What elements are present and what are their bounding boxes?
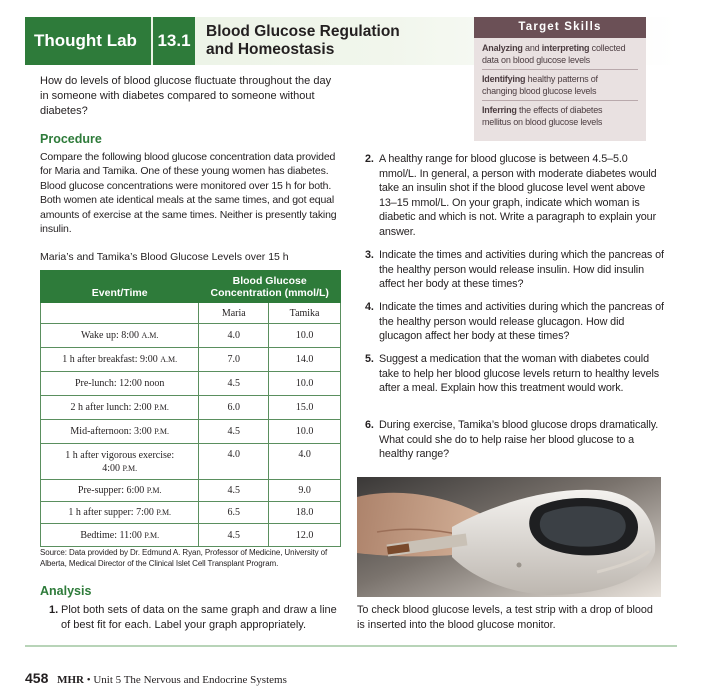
lab-title	[206, 23, 400, 59]
table-row	[41, 348, 341, 372]
tamika-cell: 14.0	[269, 348, 341, 372]
event-cell: Wake up: 8:00 A.M.	[41, 324, 199, 348]
footer-divider	[25, 645, 677, 647]
question-number: 6.	[365, 419, 374, 431]
tamika-cell: 10.0	[269, 420, 341, 444]
tamika-cell: 15.0	[269, 396, 341, 420]
event-cell: Pre-lunch: 12:00 noon	[41, 372, 199, 396]
analysis-heading: Analysis	[40, 584, 92, 598]
blank-cell	[41, 303, 199, 324]
page-number: 458	[25, 670, 49, 686]
question-item	[365, 352, 665, 396]
lab-title-line-2: and Homeostasis	[206, 41, 335, 58]
col-event-time: Event/Time	[41, 271, 199, 303]
event-cell: Pre-supper: 6:00 P.M.	[41, 480, 199, 502]
question-number: 2.	[365, 153, 374, 165]
question-text: Indicate the times and activities during which the pancreas of the healthy person would release glucagon. How did glucagon affect her body at these times?	[379, 301, 664, 343]
question-text: Plot both sets of data on the same graph and draw a line of best fit for each. Label your graph appropriately.	[61, 604, 337, 631]
footer-bullet: •	[84, 674, 94, 686]
skill-item: Inferring the effects of diabetes mellitus on blood glucose levels	[482, 105, 603, 127]
col-maria: Maria	[199, 303, 269, 324]
col-blood-glucose: Blood Glucose Concentration (mmol/L)	[199, 271, 341, 303]
table-subheader-row	[41, 303, 341, 324]
unit-title: Unit 5 The Nervous and Endocrine Systems	[93, 674, 287, 686]
question-text: During exercise, Tamika’s blood glucose drops dramatically. What could she do to help raise her blood glucose to a healthy range?	[379, 419, 659, 461]
target-skills-box	[474, 17, 646, 141]
event-cell: 1 h after vigorous exercise: 4:00 P.M.	[41, 444, 199, 480]
table-row	[41, 502, 341, 524]
maria-cell: 6.0	[199, 396, 269, 420]
table-row	[41, 396, 341, 420]
question-item	[365, 300, 665, 344]
publisher: MHR	[57, 674, 84, 686]
photo-caption: To check blood glucose levels, a test strip with a drop of blood is inserted into the blood glucose monitor.	[357, 604, 653, 631]
thought-lab-label: Thought Lab	[25, 17, 151, 65]
question-number: 5.	[365, 353, 374, 365]
question-number: 3.	[365, 249, 374, 261]
question-item	[365, 152, 665, 240]
glucose-table	[40, 270, 341, 547]
event-cell: 1 h after supper: 7:00 P.M.	[41, 502, 199, 524]
question-text: Suggest a medication that the woman with diabetes could take to help her blood glucose levels return to healthy levels after a meal. Explain how this treatment would work.	[379, 353, 660, 395]
question-number: 4.	[365, 301, 374, 313]
table-header-row	[41, 271, 341, 303]
lab-title-line-1: Blood Glucose Regulation	[206, 23, 400, 40]
lab-number: 13.1	[153, 17, 195, 65]
procedure-text: Compare the following blood glucose concentration data provided for Maria and Tamika. One of these young women has diabetes. Blood glucose concentrations were monitored over 15 h for both. Both women ate identical meals at the same times, and got equal amounts of exercise at the same times. Neither is presently taking insulin.	[40, 151, 337, 236]
table-title: Maria’s and Tamika’s Blood Glucose Levels over 15 h	[40, 251, 289, 263]
event-cell: 1 h after breakfast: 9:00 A.M.	[41, 348, 199, 372]
maria-cell: 4.0	[199, 444, 269, 480]
table-row	[41, 524, 341, 547]
glucose-monitor-illustration	[357, 477, 661, 597]
intro-question: How do levels of blood glucose fluctuate throughout the day in someone with diabetes compared to someone without diabetes?	[40, 75, 332, 117]
skill-item: Analyzing and interpreting collected data on blood glucose levels	[482, 43, 626, 65]
question-text: A healthy range for blood glucose is between 4.5–5.0 mmol/L. In general, a person with moderate diabetes would take an insulin shot if the blood glucose level went above 13–15 mmol/L. On your graph, indicate which woman is diabetic and which is not. Write a paragraph to explain your answer.	[379, 153, 657, 238]
table-row	[41, 480, 341, 502]
event-cell: Bedtime: 11:00 P.M.	[41, 524, 199, 547]
page-footer	[25, 670, 287, 686]
table-source: Source: Data provided by Dr. Edmund A. Ryan, Professor of Medicine, University of Alberta, Medical Director of the Clinical Islet Cell Transplant Program.	[40, 548, 328, 568]
event-cell: Mid-afternoon: 3:00 P.M.	[41, 420, 199, 444]
maria-cell: 4.5	[199, 524, 269, 547]
analysis-question	[49, 603, 339, 633]
question-item	[365, 418, 665, 462]
skill-divider	[482, 100, 638, 101]
maria-cell: 6.5	[199, 502, 269, 524]
table-row	[41, 420, 341, 444]
tamika-cell: 4.0	[269, 444, 341, 480]
maria-cell: 4.0	[199, 324, 269, 348]
maria-cell: 7.0	[199, 348, 269, 372]
glucose-monitor-photo	[357, 477, 661, 597]
target-skills-title: Target Skills	[474, 17, 646, 38]
question-text: Indicate the times and activities during which the pancreas of the healthy person would release insulin. How did insulin affect her body at these times?	[379, 249, 664, 291]
event-cell: 2 h after lunch: 2:00 P.M.	[41, 396, 199, 420]
maria-cell: 4.5	[199, 480, 269, 502]
skill-divider	[482, 69, 638, 70]
maria-cell: 4.5	[199, 420, 269, 444]
maria-cell: 4.5	[199, 372, 269, 396]
tamika-cell: 10.0	[269, 372, 341, 396]
table-row	[41, 372, 341, 396]
tamika-cell: 12.0	[269, 524, 341, 547]
question-number: 1.	[49, 604, 59, 616]
tamika-cell: 10.0	[269, 324, 341, 348]
procedure-heading: Procedure	[40, 132, 102, 146]
tamika-cell: 18.0	[269, 502, 341, 524]
question-item	[365, 248, 665, 292]
table-row	[41, 444, 341, 480]
tamika-cell: 9.0	[269, 480, 341, 502]
table-row	[41, 324, 341, 348]
skill-item: Identifying healthy patterns of changing blood glucose levels	[482, 74, 598, 96]
col-tamika: Tamika	[269, 303, 341, 324]
